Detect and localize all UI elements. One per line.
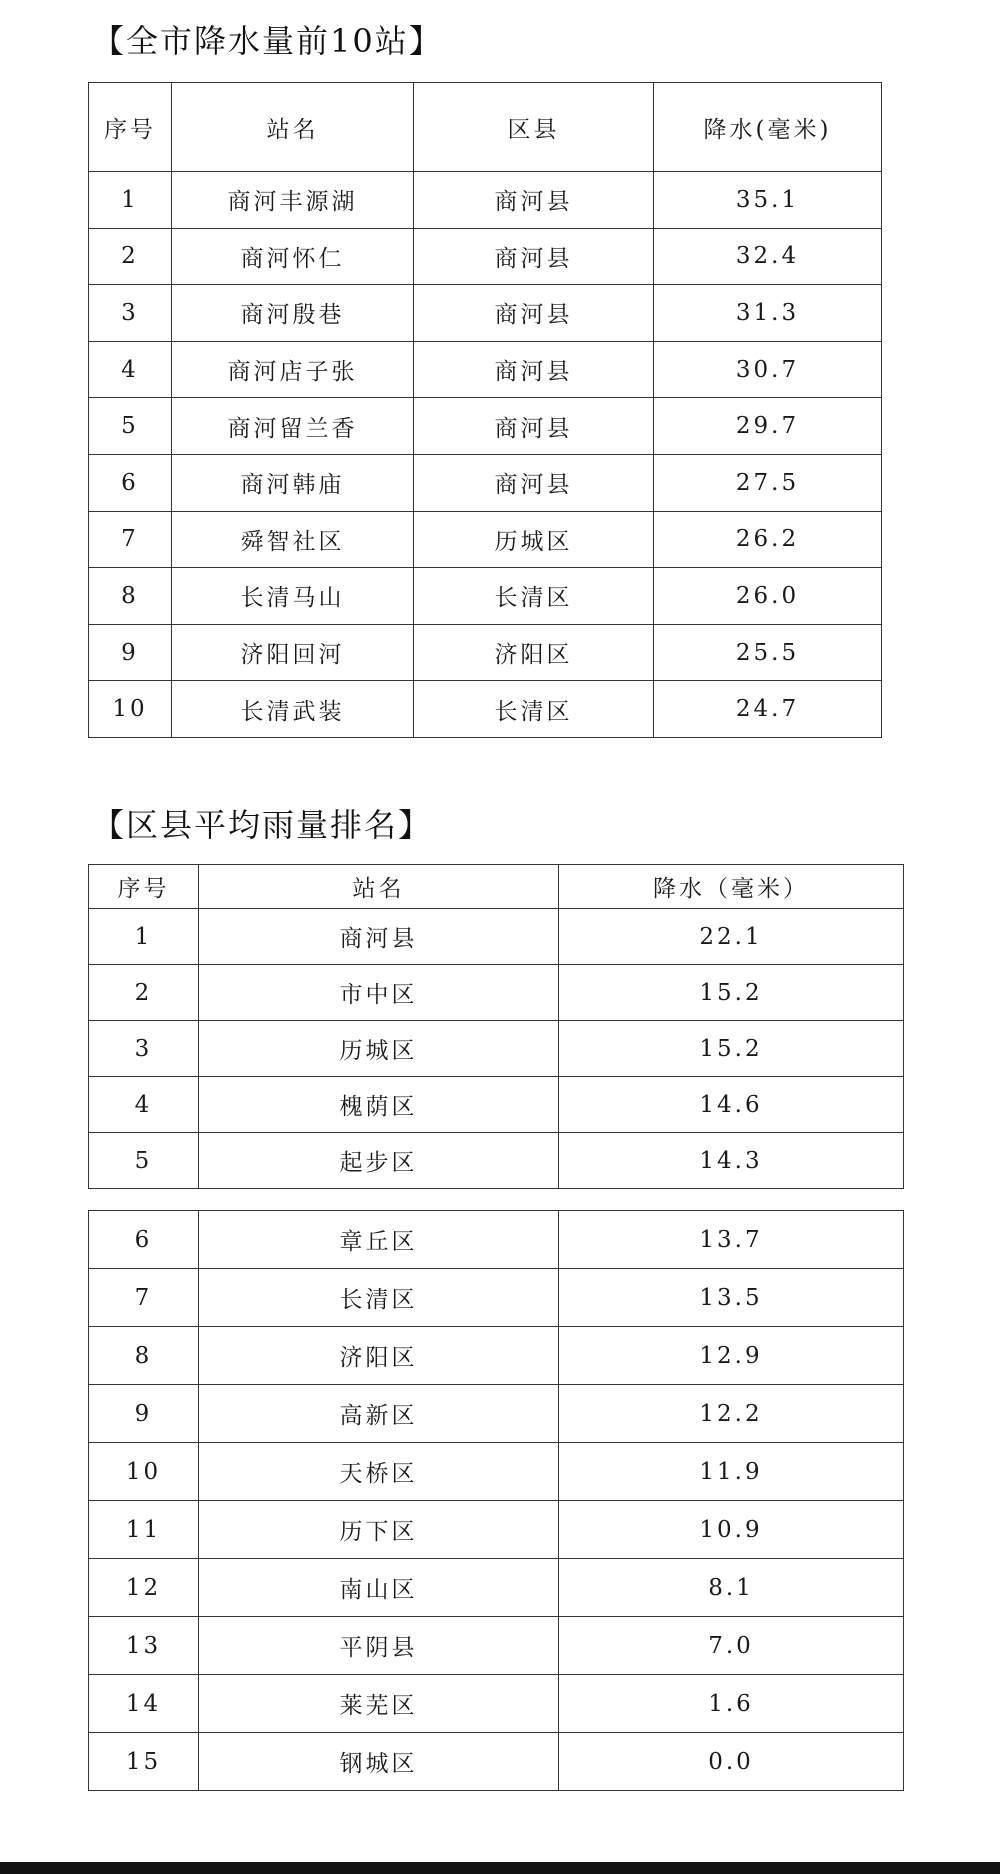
table-row [89, 1077, 904, 1133]
table-row [89, 965, 904, 1021]
cell-index: 13 [89, 1617, 199, 1675]
cell-index: 8 [89, 568, 172, 625]
cell-index: 2 [89, 228, 172, 285]
cell-station: 商河丰源湖 [172, 172, 414, 229]
top10-stations-table [88, 82, 882, 738]
cell-station: 商河留兰香 [172, 398, 414, 455]
cell-index: 2 [89, 965, 199, 1021]
cell-rainfall: 24.7 [654, 681, 882, 738]
cell-index: 5 [89, 1133, 199, 1189]
header-rainfall: 降水（毫米） [559, 865, 904, 909]
cell-index: 3 [89, 1021, 199, 1077]
cell-district: 济阳区 [199, 1327, 559, 1385]
cell-district: 商河县 [414, 398, 654, 455]
table-row [89, 1501, 904, 1559]
cell-index: 6 [89, 1211, 199, 1269]
cell-rainfall: 7.0 [559, 1617, 904, 1675]
cell-station: 商河韩庙 [172, 454, 414, 511]
cell-index: 7 [89, 511, 172, 568]
table-row [89, 1617, 904, 1675]
cell-rainfall: 15.2 [559, 965, 904, 1021]
cell-index: 8 [89, 1327, 199, 1385]
cell-index: 11 [89, 1501, 199, 1559]
district-ranking-table-part1 [88, 864, 904, 1189]
cell-rainfall: 30.7 [654, 341, 882, 398]
table-row [89, 172, 882, 229]
cell-rainfall: 1.6 [559, 1675, 904, 1733]
table-header-row [89, 83, 882, 172]
cell-district: 起步区 [199, 1133, 559, 1189]
table-row [89, 285, 882, 342]
cell-rainfall: 10.9 [559, 1501, 904, 1559]
cell-district: 钢城区 [199, 1733, 559, 1791]
cell-district: 天桥区 [199, 1443, 559, 1501]
cell-index: 10 [89, 1443, 199, 1501]
cell-district: 历城区 [199, 1021, 559, 1077]
cell-rainfall: 13.5 [559, 1269, 904, 1327]
cell-station: 商河怀仁 [172, 228, 414, 285]
cell-index: 1 [89, 909, 199, 965]
table-row [89, 1327, 904, 1385]
cell-index: 5 [89, 398, 172, 455]
header-index: 序号 [89, 83, 172, 172]
cell-index: 12 [89, 1559, 199, 1617]
cell-index: 1 [89, 172, 172, 229]
section1-title: 【全市降水量前10站】 [92, 22, 443, 60]
cell-rainfall: 31.3 [654, 285, 882, 342]
cell-station: 商河殷巷 [172, 285, 414, 342]
cell-station: 商河店子张 [172, 341, 414, 398]
table-row [89, 1133, 904, 1189]
table-row [89, 568, 882, 625]
district-ranking-table-part2 [88, 1210, 904, 1791]
cell-rainfall: 27.5 [654, 454, 882, 511]
cell-index: 7 [89, 1269, 199, 1327]
cell-rainfall: 12.2 [559, 1385, 904, 1443]
cell-index: 14 [89, 1675, 199, 1733]
cell-rainfall: 35.1 [654, 172, 882, 229]
table-row [89, 1443, 904, 1501]
table-row [89, 624, 882, 681]
cell-district: 历下区 [199, 1501, 559, 1559]
table-row [89, 228, 882, 285]
cell-rainfall: 0.0 [559, 1733, 904, 1791]
header-station: 站名 [172, 83, 414, 172]
header-district: 区县 [414, 83, 654, 172]
cell-rainfall: 13.7 [559, 1211, 904, 1269]
cell-index: 15 [89, 1733, 199, 1791]
section2-title: 【区县平均雨量排名】 [92, 806, 433, 844]
cell-index: 6 [89, 454, 172, 511]
table-row [89, 909, 904, 965]
table-row [89, 1559, 904, 1617]
table-row [89, 1675, 904, 1733]
table-row [89, 1733, 904, 1791]
cell-district: 高新区 [199, 1385, 559, 1443]
table-row [89, 1021, 904, 1077]
table-row [89, 511, 882, 568]
cell-rainfall: 12.9 [559, 1327, 904, 1385]
cell-district: 市中区 [199, 965, 559, 1021]
header-index: 序号 [89, 865, 199, 909]
cell-district: 平阴县 [199, 1617, 559, 1675]
cell-district: 长清区 [414, 568, 654, 625]
cell-district: 商河县 [414, 454, 654, 511]
cell-district: 商河县 [414, 228, 654, 285]
cell-district: 商河县 [414, 172, 654, 229]
table-row [89, 1211, 904, 1269]
cell-rainfall: 8.1 [559, 1559, 904, 1617]
cell-rainfall: 15.2 [559, 1021, 904, 1077]
table-header-row [89, 865, 904, 909]
cell-district: 槐荫区 [199, 1077, 559, 1133]
cell-district: 南山区 [199, 1559, 559, 1617]
cell-district: 商河县 [414, 341, 654, 398]
cell-rainfall: 25.5 [654, 624, 882, 681]
cell-district: 商河县 [414, 285, 654, 342]
table-row [89, 454, 882, 511]
cell-index: 3 [89, 285, 172, 342]
cell-station: 舜智社区 [172, 511, 414, 568]
cell-district: 长清区 [414, 681, 654, 738]
cell-station: 济阳回河 [172, 624, 414, 681]
cell-index: 4 [89, 341, 172, 398]
table-row [89, 341, 882, 398]
cell-rainfall: 26.0 [654, 568, 882, 625]
header-station: 站名 [199, 865, 559, 909]
cell-rainfall: 14.3 [559, 1133, 904, 1189]
cell-index: 4 [89, 1077, 199, 1133]
cell-district: 历城区 [414, 511, 654, 568]
cell-rainfall: 22.1 [559, 909, 904, 965]
cell-rainfall: 26.2 [654, 511, 882, 568]
table-row [89, 681, 882, 738]
cell-rainfall: 11.9 [559, 1443, 904, 1501]
cell-rainfall: 14.6 [559, 1077, 904, 1133]
cell-rainfall: 32.4 [654, 228, 882, 285]
cell-district: 济阳区 [414, 624, 654, 681]
cell-rainfall: 29.7 [654, 398, 882, 455]
cell-district: 商河县 [199, 909, 559, 965]
cell-district: 莱芜区 [199, 1675, 559, 1733]
bottom-edge-bar [0, 1862, 1000, 1874]
cell-district: 长清区 [199, 1269, 559, 1327]
cell-index: 10 [89, 681, 172, 738]
table-row [89, 1385, 904, 1443]
table-row [89, 1269, 904, 1327]
cell-index: 9 [89, 1385, 199, 1443]
cell-station: 长清武装 [172, 681, 414, 738]
cell-district: 章丘区 [199, 1211, 559, 1269]
header-rainfall: 降水(毫米) [654, 83, 882, 172]
table-row [89, 398, 882, 455]
cell-index: 9 [89, 624, 172, 681]
cell-station: 长清马山 [172, 568, 414, 625]
